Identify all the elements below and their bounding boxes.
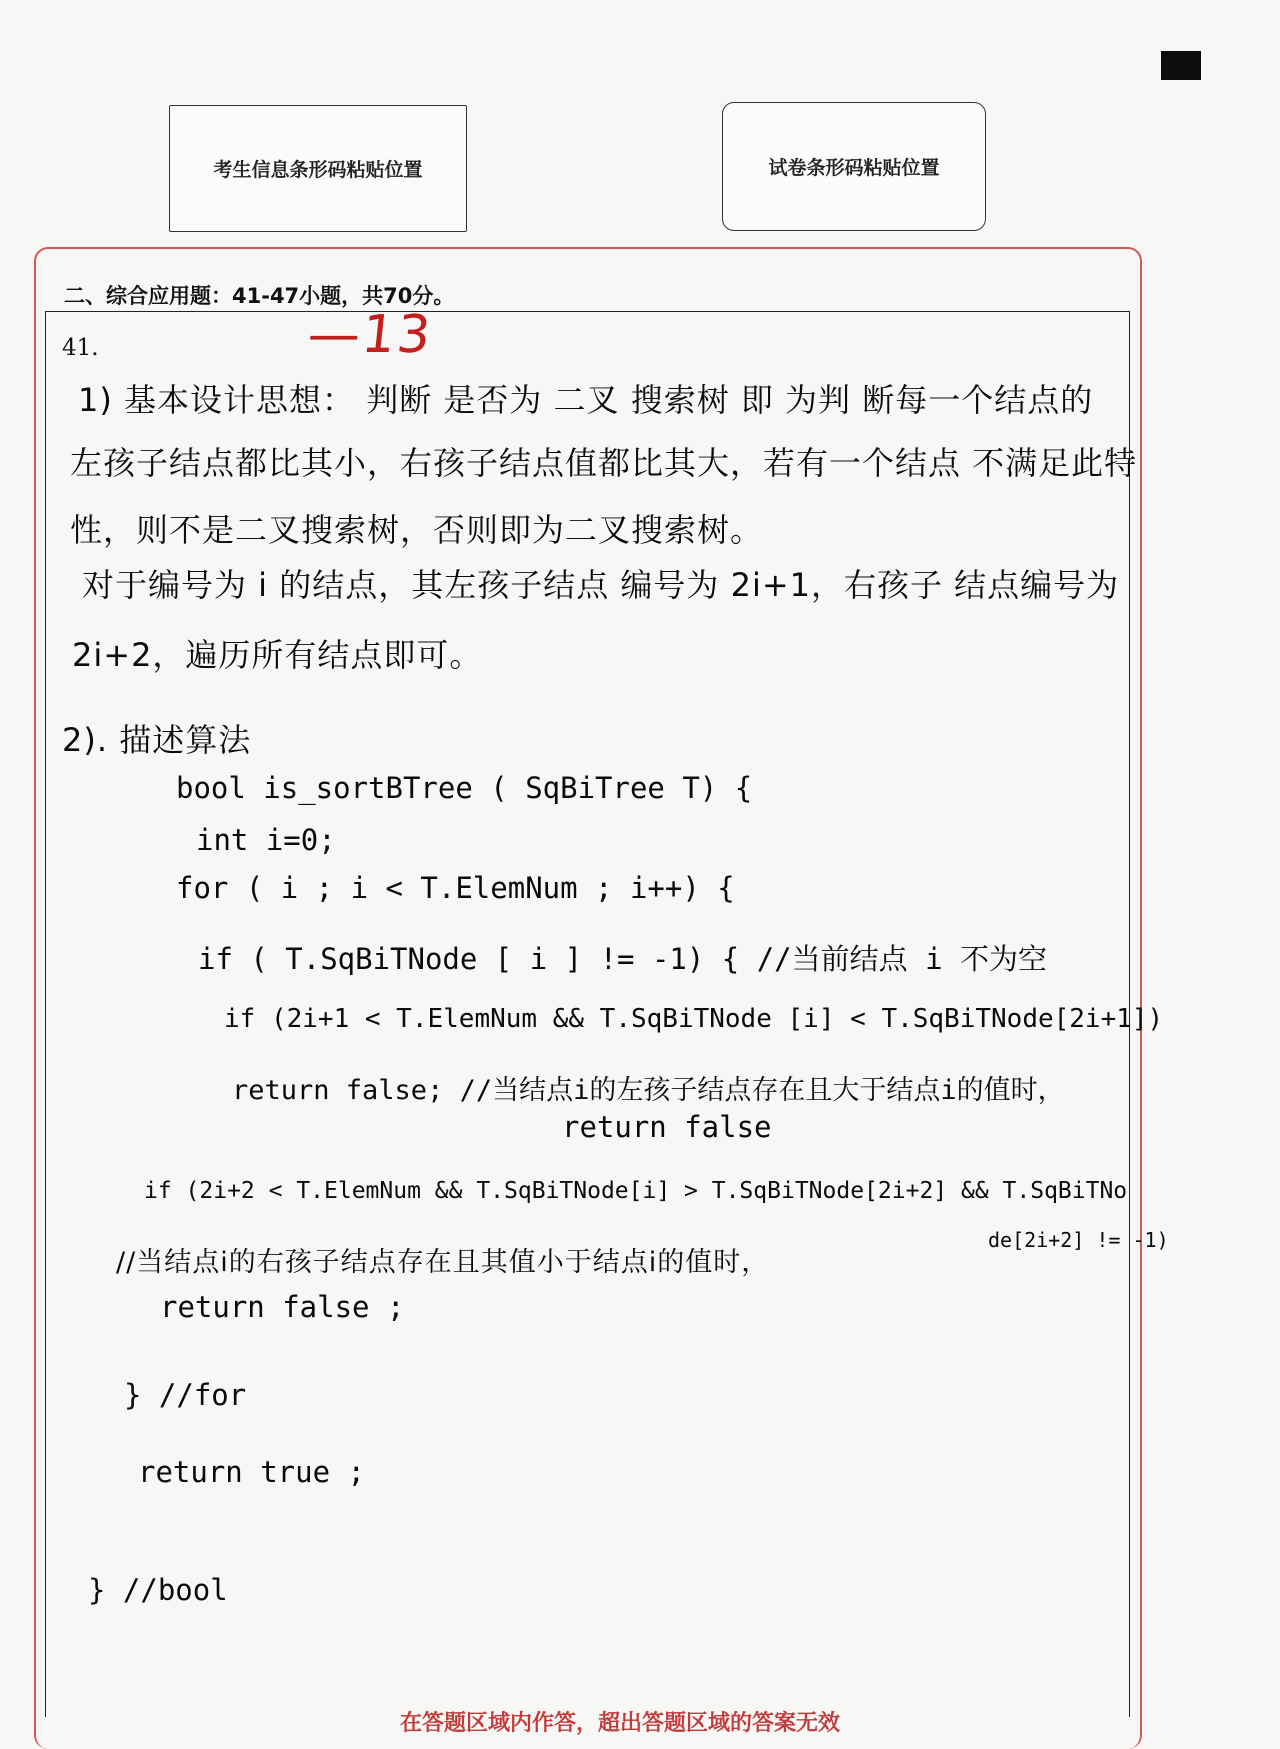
paper-barcode-label: 试卷条形码粘贴位置 bbox=[768, 157, 940, 179]
code-line: if ( T.SqBiTNode [ i ] != -1) { //当前结点 i 不为空 bbox=[198, 942, 1048, 976]
question-number: 41. bbox=[62, 335, 99, 361]
student-barcode-area bbox=[169, 105, 467, 232]
student-barcode-label: 考生信息条形码粘贴位置 bbox=[213, 159, 423, 181]
paper-barcode-area bbox=[722, 102, 986, 231]
code-line: for ( i ; i < T.ElemNum ; i++) { bbox=[176, 871, 735, 905]
code-line: return false; //当结点i的左孩子结点存在且大于结点i的值时， bbox=[232, 1075, 1065, 1106]
code-line: return false bbox=[562, 1110, 772, 1144]
answer-line: 左孩子结点都比其小，右孩子结点值都比其大，若有一个结点 不满足此特 bbox=[70, 444, 1138, 482]
part2-heading: 2). 描述算法 bbox=[62, 721, 252, 759]
code-line: } //bool bbox=[88, 1573, 228, 1607]
code-comment: //当结点i的右孩子结点存在且其值小于结点i的值时， bbox=[116, 1247, 770, 1278]
answer-line: 1) 基本设计思想： 判断 是否为 二叉 搜索树 即 为判 断每一个结点的 bbox=[78, 381, 1094, 419]
code-line: int i=0; bbox=[196, 823, 336, 857]
code-line: } //for bbox=[124, 1378, 247, 1412]
section-header: 二、综合应用题：41-47小题，共70分。 bbox=[64, 284, 455, 308]
answer-line: 2i+2，遍历所有结点即可。 bbox=[72, 636, 483, 674]
answer-line: 性，则不是二叉搜索树，否则即为二叉搜索树。 bbox=[70, 511, 764, 549]
code-line: return true ; bbox=[138, 1455, 365, 1489]
code-line: bool is_sortBTree ( SqBiTree T) { bbox=[176, 771, 753, 805]
code-line: if (2i+2 < T.ElemNum && T.SqBiTNode[i] > T.SqBiTNode[2i+2] && T.SqBiTNo bbox=[144, 1178, 1128, 1204]
code-line: if (2i+1 < T.ElemNum && T.SqBiTNode [i] < T.SqBiTNode[2i+1]) bbox=[224, 1004, 1164, 1034]
alignment-mark bbox=[1161, 51, 1201, 80]
footer-note: 在答题区域内作答，超出答题区域的答案无效 bbox=[400, 1711, 841, 1736]
score-mark: —13 bbox=[304, 305, 436, 365]
code-line: return false ; bbox=[160, 1290, 405, 1324]
code-line: de[2i+2] != -1) bbox=[988, 1228, 1169, 1252]
answer-line: 对于编号为 i 的结点，其左孩子结点 编号为 2i+1，右孩子 结点编号为 bbox=[82, 566, 1120, 604]
